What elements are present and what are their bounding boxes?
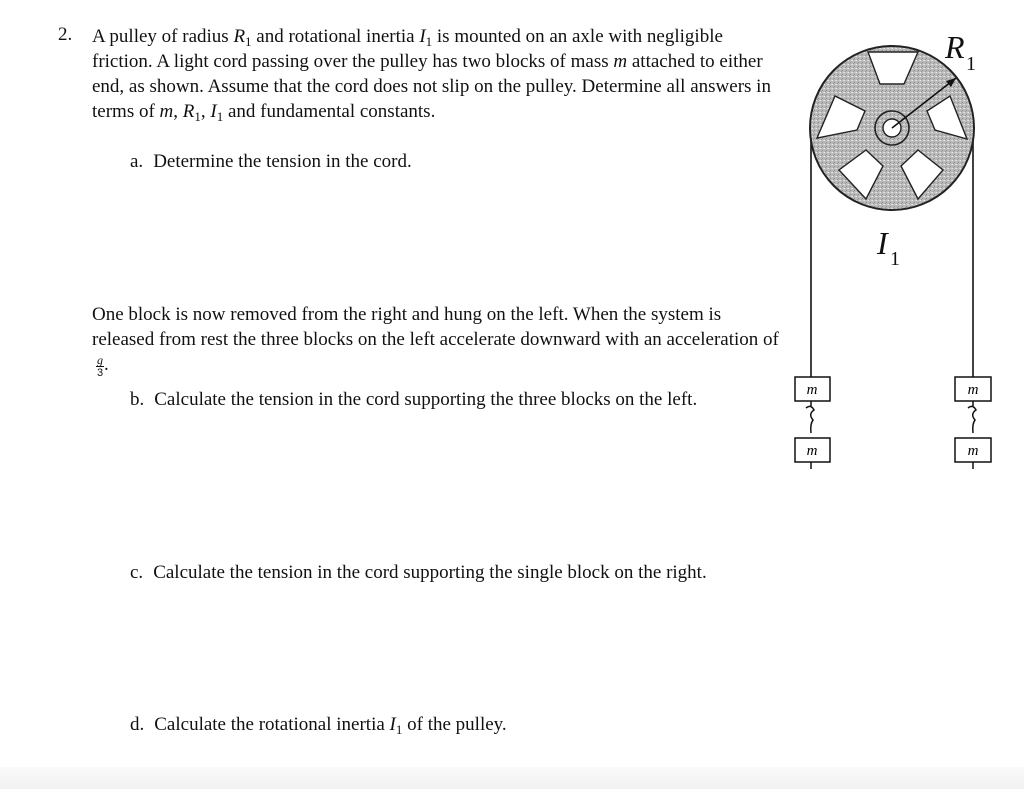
problem-intro: A pulley of radius $R_1$ and rotational inertia $I_1$ is mounted on an axle with negligible friction. A light cord passing over the pulley has two blocks of mass m attached to either end, as shown. Assume that the cord does not slip on the pulley. Determine all answers in terms of m, $R_1$, $I_1$ and fundamental constants. [92,26,771,124]
radius-label: R [945,29,965,65]
pulley-wheel [810,46,974,210]
question-number: 2. [58,24,73,45]
inertia-label: I [877,225,888,261]
svg-text:m: m [806,443,818,459]
g-over-3-fraction: $\frac{g}{3}$ [96,353,104,379]
radius-subscript: 1 [966,53,976,75]
right-block-bottom [955,438,991,462]
left-block-bottom [795,438,830,462]
part-c: c. Calculate the tension in the cord supporting the single block on the right. [130,562,707,583]
page-footer-band [0,767,1024,789]
left-block-top [795,377,830,401]
right-hook [968,401,976,433]
part-d: d. Calculate the rotational inertia $I_1$ of the pulley. [130,714,507,737]
svg-text:m: m [806,382,818,398]
transition-text: One block is now removed from the right and hung on the left. When the system is released from rest the three blocks on the left accelerate downward with an acceleration of $\frac{g}{3}$ . [92,304,779,379]
right-block-top [955,377,991,401]
left-hook [806,401,814,433]
pulley-diagram [780,20,1020,490]
part-b: b. Calculate the tension in the cord supporting the three blocks on the left. [130,389,698,410]
svg-text:m: m [967,382,979,398]
inertia-subscript: 1 [890,248,900,270]
part-a: a. Determine the tension in the cord. [130,151,412,172]
svg-text:m: m [967,443,979,459]
